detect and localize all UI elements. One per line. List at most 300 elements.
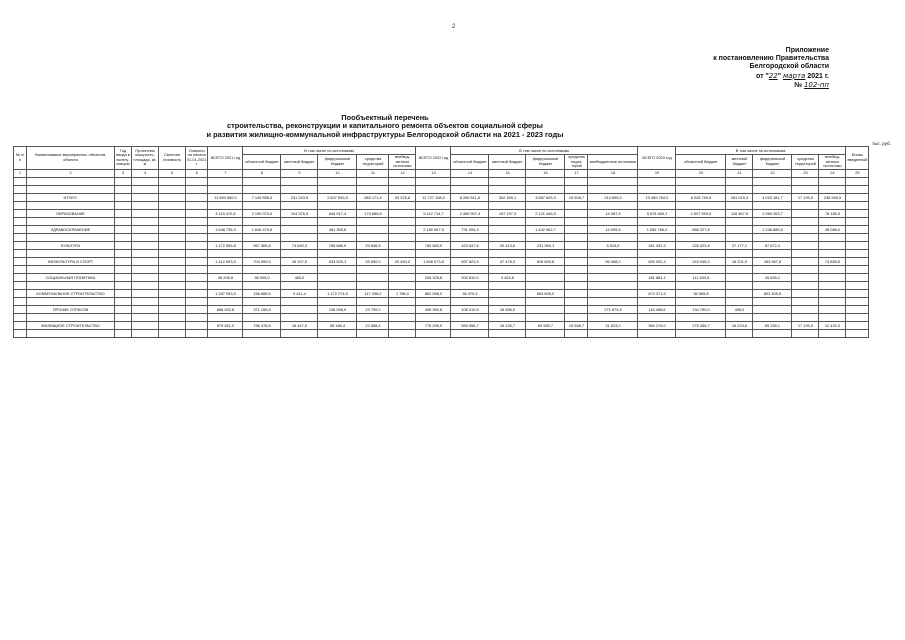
value-cell: 796 478,8: [243, 321, 281, 329]
empty-cell: [819, 201, 846, 209]
empty-cell: [389, 249, 416, 257]
empty-cell: [588, 217, 638, 225]
empty-cell: [416, 233, 451, 241]
value-cell: 481 355,6: [318, 225, 357, 233]
empty-cell: [27, 177, 115, 185]
value-cell: [726, 225, 753, 233]
value-cell: 69 255,1: [753, 321, 792, 329]
value-cell: 26 107,5: [281, 257, 318, 265]
value-cell: 816 690,8: [526, 257, 565, 265]
value-cell: 7 149 555,5: [243, 193, 281, 201]
header-cell: федеральный бюджет: [526, 155, 565, 170]
empty-cell: [115, 193, 132, 201]
empty-cell: [389, 217, 416, 225]
column-number-cell: 23: [792, 169, 819, 177]
empty-cell: [676, 297, 726, 305]
row-name-cell: ПРОЧИЕ ОТРАСЛИ: [27, 305, 115, 313]
value-cell: 302 169,1: [489, 193, 526, 201]
empty-cell: [489, 297, 526, 305]
value-cell: 704 950,9: [243, 257, 281, 265]
empty-cell: [489, 265, 526, 273]
empty-cell: [281, 201, 318, 209]
empty-cell: [726, 265, 753, 273]
value-cell: 1 555 786,4: [638, 225, 676, 233]
empty-cell: [14, 321, 27, 329]
empty-cell: [186, 193, 208, 201]
empty-cell: [389, 265, 416, 273]
empty-cell: [318, 329, 357, 337]
value-cell: [565, 273, 588, 281]
empty-cell: [27, 297, 115, 305]
empty-cell: [132, 289, 159, 297]
header-cell: ВСЕГО 2023 год: [638, 147, 676, 170]
empty-cell: [526, 265, 565, 273]
header-cell: средства территорий: [357, 155, 389, 170]
empty-cell: [588, 265, 638, 273]
header-cell: областной бюджет: [676, 155, 726, 170]
header-group-row: [14, 147, 869, 155]
empty-cell: [243, 313, 281, 321]
empty-cell: [186, 217, 208, 225]
empty-cell: [318, 233, 357, 241]
empty-cell: [14, 201, 27, 209]
empty-cell: [526, 313, 565, 321]
empty-cell: [565, 201, 588, 209]
empty-cell: [526, 329, 565, 337]
empty-cell: [416, 201, 451, 209]
empty-cell: [159, 313, 186, 321]
value-cell: [489, 225, 526, 233]
empty-cell: [243, 265, 281, 273]
approval-number: [629, 81, 829, 90]
empty-cell: [318, 249, 357, 257]
empty-cell: [132, 297, 159, 305]
empty-cell: [132, 281, 159, 289]
value-cell: [526, 273, 565, 281]
empty-cell: [676, 217, 726, 225]
empty-cell: [792, 217, 819, 225]
empty-cell: [281, 217, 318, 225]
value-cell: 12 727 108,0: [416, 193, 451, 201]
empty-cell: [357, 329, 389, 337]
empty-cell: [676, 233, 726, 241]
spacer-row: [14, 249, 869, 257]
value-cell: 36 565,8: [676, 289, 726, 297]
empty-cell: [638, 249, 676, 257]
value-cell: 1 412 693,5: [208, 257, 243, 265]
empty-cell: [819, 329, 846, 337]
empty-cell: [389, 281, 416, 289]
value-cell: [389, 273, 416, 281]
empty-cell: [792, 329, 819, 337]
empty-cell: [318, 313, 357, 321]
empty-cell: [451, 297, 489, 305]
value-cell: [281, 305, 318, 313]
title-line: и развития жилищно-коммунальной инфраструктуры Белгородской области на 2021 - 2023 годы: [206, 129, 564, 139]
value-cell: 118 467,6: [726, 209, 753, 217]
empty-cell: [159, 177, 186, 185]
empty-cell: [159, 329, 186, 337]
empty-cell: [14, 313, 27, 321]
value-cell: 104 376,5: [281, 209, 318, 217]
empty-cell: [753, 185, 792, 193]
value-cell: 2 969 263,7: [753, 209, 792, 217]
column-number-cell: 24: [819, 169, 846, 177]
empty-cell: [318, 217, 357, 225]
value-cell: 11 693 560,0: [208, 193, 243, 201]
empty-cell: [846, 329, 869, 337]
value-cell: 27 177,1: [726, 241, 753, 249]
empty-cell: [115, 217, 132, 225]
empty-cell: [14, 281, 27, 289]
empty-cell: [638, 297, 676, 305]
column-number-cell: 21: [726, 169, 753, 177]
empty-cell: [14, 217, 27, 225]
value-cell: 6 028 754,5: [676, 193, 726, 201]
value-cell: 1 238 885,8: [753, 225, 792, 233]
empty-cell: [27, 329, 115, 337]
row-name-cell: СОЦИАЛЬНАЯ ПОЛИТИКА: [27, 273, 115, 281]
empty-cell: [14, 177, 27, 185]
value-cell: 28 650,0: [357, 257, 389, 265]
date-prefix: от ": [755, 72, 769, 80]
value-cell: 18 447,0: [281, 321, 318, 329]
header-cell: местный бюджет: [726, 155, 753, 170]
empty-cell: [14, 273, 27, 281]
row-name-cell: ОБРАЗОВАНИЕ: [27, 209, 115, 217]
empty-cell: [846, 313, 869, 321]
value-cell: 134 790,0: [676, 305, 726, 313]
empty-cell: [846, 281, 869, 289]
empty-cell: [14, 297, 27, 305]
value-cell: 569 956,7: [451, 321, 489, 329]
column-number-cell: 4: [132, 169, 159, 177]
empty-cell: [451, 313, 489, 321]
value-cell: 48 086,0: [819, 225, 846, 233]
date-month: марта: [782, 71, 806, 80]
empty-cell: [132, 273, 159, 281]
empty-cell: [489, 313, 526, 321]
value-cell: 87 672,4: [753, 241, 792, 249]
value-cell: 10 489 764,0: [638, 193, 676, 201]
header-cell: областной бюджет: [451, 155, 489, 170]
value-cell: [846, 225, 869, 233]
empty-cell: [14, 329, 27, 337]
empty-cell: [588, 185, 638, 193]
empty-cell: [753, 265, 792, 273]
empty-cell: [588, 233, 638, 241]
date-mid: ": [777, 72, 782, 80]
empty-cell: [726, 329, 753, 337]
empty-cell: [565, 249, 588, 257]
value-cell: 2 190 073,5: [243, 209, 281, 217]
value-cell: [753, 305, 792, 313]
value-cell: 205 328,8: [416, 273, 451, 281]
spacer-row: [14, 177, 869, 185]
value-cell: 758 686,9: [318, 241, 357, 249]
title-line: Пообъектный перечень: [341, 113, 429, 122]
value-cell: 74 885,5: [819, 257, 846, 265]
value-cell: [726, 273, 753, 281]
empty-cell: [115, 305, 132, 313]
empty-cell: [318, 281, 357, 289]
value-cell: 2 469 907,4: [451, 209, 489, 217]
row-name-cell: КОММУНАЛЬНОЕ СТРОИТЕЛЬСТВО: [27, 289, 115, 297]
value-cell: 14 087,4: [588, 209, 638, 217]
value-cell: 31 623,0: [588, 321, 638, 329]
value-cell: 498,0: [726, 305, 753, 313]
empty-cell: [281, 281, 318, 289]
empty-cell: [243, 217, 281, 225]
empty-cell: [676, 177, 726, 185]
objects-table: [13, 146, 869, 338]
empty-cell: [115, 233, 132, 241]
spacer-row: [14, 297, 869, 305]
empty-cell: [186, 265, 208, 273]
empty-cell: [186, 321, 208, 329]
date-day: 22: [768, 71, 778, 80]
row-name-cell: ЖИЛИЩНОЕ СТРОИТЕЛЬСТВО: [27, 321, 115, 329]
value-cell: 12 432,0: [819, 321, 846, 329]
value-cell: 2 180 067,5: [416, 225, 451, 233]
empty-cell: [526, 249, 565, 257]
empty-cell: [27, 265, 115, 273]
empty-cell: [565, 313, 588, 321]
header-cell: внебюд-жетные источники: [389, 155, 416, 170]
value-cell: 69 980,7: [526, 321, 565, 329]
column-number-cell: 8: [243, 169, 281, 177]
empty-cell: [526, 201, 565, 209]
header-cell: ВСЕГО 2022 год: [416, 147, 451, 170]
empty-cell: [588, 297, 638, 305]
value-cell: 116 488,8: [638, 305, 676, 313]
value-cell: 271 674,5: [588, 305, 638, 313]
value-cell: 231 243,5: [281, 193, 318, 201]
empty-cell: [451, 201, 489, 209]
empty-cell: [14, 209, 27, 217]
empty-cell: [526, 217, 565, 225]
spacer-row: [14, 329, 869, 337]
column-number-cell: 10: [318, 169, 357, 177]
empty-cell: [565, 177, 588, 185]
empty-cell: [159, 201, 186, 209]
empty-cell: [243, 233, 281, 241]
empty-cell: [792, 249, 819, 257]
value-cell: 8 260 511,5: [451, 193, 489, 201]
value-cell: 873 371,5: [638, 289, 676, 297]
value-cell: 4 424,6: [489, 273, 526, 281]
header-cell: областной бюджет: [243, 155, 281, 170]
empty-cell: [526, 233, 565, 241]
value-cell: [389, 321, 416, 329]
value-cell: [846, 209, 869, 217]
value-cell: [792, 289, 819, 297]
value-cell: 14 099,5: [588, 225, 638, 233]
value-cell: 46 208,8: [208, 273, 243, 281]
empty-cell: [208, 329, 243, 337]
value-cell: 263 967,8: [753, 257, 792, 265]
empty-cell: [565, 281, 588, 289]
empty-cell: [819, 281, 846, 289]
empty-cell: [159, 217, 186, 225]
empty-cell: [115, 177, 132, 185]
value-cell: [357, 273, 389, 281]
empty-cell: [389, 185, 416, 193]
empty-cell: [132, 225, 159, 233]
empty-cell: [318, 265, 357, 273]
table-row: [14, 305, 869, 313]
empty-cell: [281, 297, 318, 305]
empty-cell: [846, 297, 869, 305]
empty-cell: [14, 249, 27, 257]
empty-cell: [846, 233, 869, 241]
empty-cell: [159, 289, 186, 297]
empty-cell: [208, 201, 243, 209]
value-cell: 630 002,4: [638, 257, 676, 265]
empty-cell: [243, 281, 281, 289]
empty-cell: [416, 281, 451, 289]
empty-cell: [819, 265, 846, 273]
empty-cell: [416, 265, 451, 273]
empty-cell: [159, 321, 186, 329]
value-cell: 1 648 735,3: [208, 225, 243, 233]
empty-cell: [27, 313, 115, 321]
empty-cell: [451, 185, 489, 193]
table-row: [14, 321, 869, 329]
empty-cell: [753, 233, 792, 241]
empty-cell: [792, 297, 819, 305]
empty-cell: [526, 297, 565, 305]
value-cell: 18 201,9: [726, 257, 753, 265]
empty-cell: [676, 313, 726, 321]
empty-cell: [753, 313, 792, 321]
empty-cell: [753, 329, 792, 337]
empty-cell: [14, 185, 27, 193]
empty-cell: [14, 193, 27, 201]
empty-cell: [186, 249, 208, 257]
empty-cell: [208, 313, 243, 321]
empty-cell: [489, 185, 526, 193]
empty-cell: [792, 185, 819, 193]
value-cell: 20 413,6: [489, 241, 526, 249]
empty-cell: [565, 297, 588, 305]
column-number-cell: 3: [115, 169, 132, 177]
empty-cell: [726, 313, 753, 321]
approval-line: к постановлению Правительства: [713, 55, 829, 63]
value-cell: 3 887 625,3: [526, 193, 565, 201]
empty-cell: [159, 281, 186, 289]
empty-cell: [186, 273, 208, 281]
value-cell: 405 360,8: [416, 305, 451, 313]
header-cell: федеральный бюджет: [753, 155, 792, 170]
empty-cell: [638, 185, 676, 193]
decree-number: 102-пп: [803, 80, 829, 89]
empty-cell: [132, 209, 159, 217]
empty-cell: [208, 249, 243, 257]
value-cell: 853 695,0: [526, 289, 565, 297]
empty-cell: [357, 249, 389, 257]
value-cell: 644 017,4: [318, 209, 357, 217]
empty-cell: [115, 313, 132, 321]
value-cell: [526, 305, 565, 313]
value-cell: 29 846,5: [357, 241, 389, 249]
header-cell: Освоено на начало 01.01.2021 г.: [186, 147, 208, 170]
header-cell: средства терри-торий: [565, 155, 588, 170]
empty-cell: [792, 233, 819, 241]
empty-cell: [186, 185, 208, 193]
column-number-cell: 15: [489, 169, 526, 177]
empty-cell: [115, 185, 132, 193]
empty-cell: [416, 177, 451, 185]
empty-cell: [186, 281, 208, 289]
empty-cell: [588, 313, 638, 321]
empty-cell: [753, 217, 792, 225]
empty-cell: [27, 217, 115, 225]
empty-cell: [186, 233, 208, 241]
value-cell: [588, 289, 638, 297]
empty-cell: [27, 185, 115, 193]
empty-cell: [14, 225, 27, 233]
value-cell: [846, 241, 869, 249]
empty-cell: [115, 321, 132, 329]
empty-cell: [638, 201, 676, 209]
title-line: строительства, реконструкции и капитального ремонта объектов социальной сферы: [227, 121, 543, 131]
table-row: [14, 289, 869, 297]
column-number-cell: 5: [159, 169, 186, 177]
empty-cell: [14, 241, 27, 249]
value-cell: 38 905,0: [243, 273, 281, 281]
value-cell: [819, 305, 846, 313]
value-cell: 45 835,2: [753, 273, 792, 281]
value-cell: [792, 273, 819, 281]
empty-cell: [565, 233, 588, 241]
value-cell: 117 296,0: [357, 289, 389, 297]
value-cell: 157 197,3: [489, 209, 526, 217]
value-cell: [792, 225, 819, 233]
value-cell: [389, 225, 416, 233]
empty-cell: [416, 217, 451, 225]
column-number-row: [14, 169, 869, 177]
value-cell: 181 681,1: [638, 273, 676, 281]
value-cell: 275 288,7: [676, 321, 726, 329]
spacer-row: [14, 185, 869, 193]
empty-cell: [489, 201, 526, 209]
column-number-cell: 19: [638, 169, 676, 177]
empty-cell: [14, 305, 27, 313]
empty-cell: [186, 329, 208, 337]
column-number-cell: 22: [753, 169, 792, 177]
empty-cell: [281, 329, 318, 337]
empty-cell: [792, 201, 819, 209]
empty-cell: [281, 185, 318, 193]
value-cell: 78 185,5: [819, 209, 846, 217]
group-header-2021: В том числе по источникам:: [243, 147, 416, 155]
approval-block: [629, 47, 829, 90]
empty-cell: [565, 329, 588, 337]
empty-cell: [208, 177, 243, 185]
empty-cell: [451, 177, 489, 185]
empty-cell: [27, 201, 115, 209]
value-cell: 731 994,3: [451, 225, 489, 233]
spacer-row: [14, 313, 869, 321]
value-cell: 1 172 274,5: [318, 289, 357, 297]
value-cell: 697 823,5: [451, 257, 489, 265]
empty-cell: [726, 281, 753, 289]
empty-cell: [281, 177, 318, 185]
empty-cell: [357, 201, 389, 209]
empty-cell: [115, 201, 132, 209]
empty-cell: [846, 177, 869, 185]
